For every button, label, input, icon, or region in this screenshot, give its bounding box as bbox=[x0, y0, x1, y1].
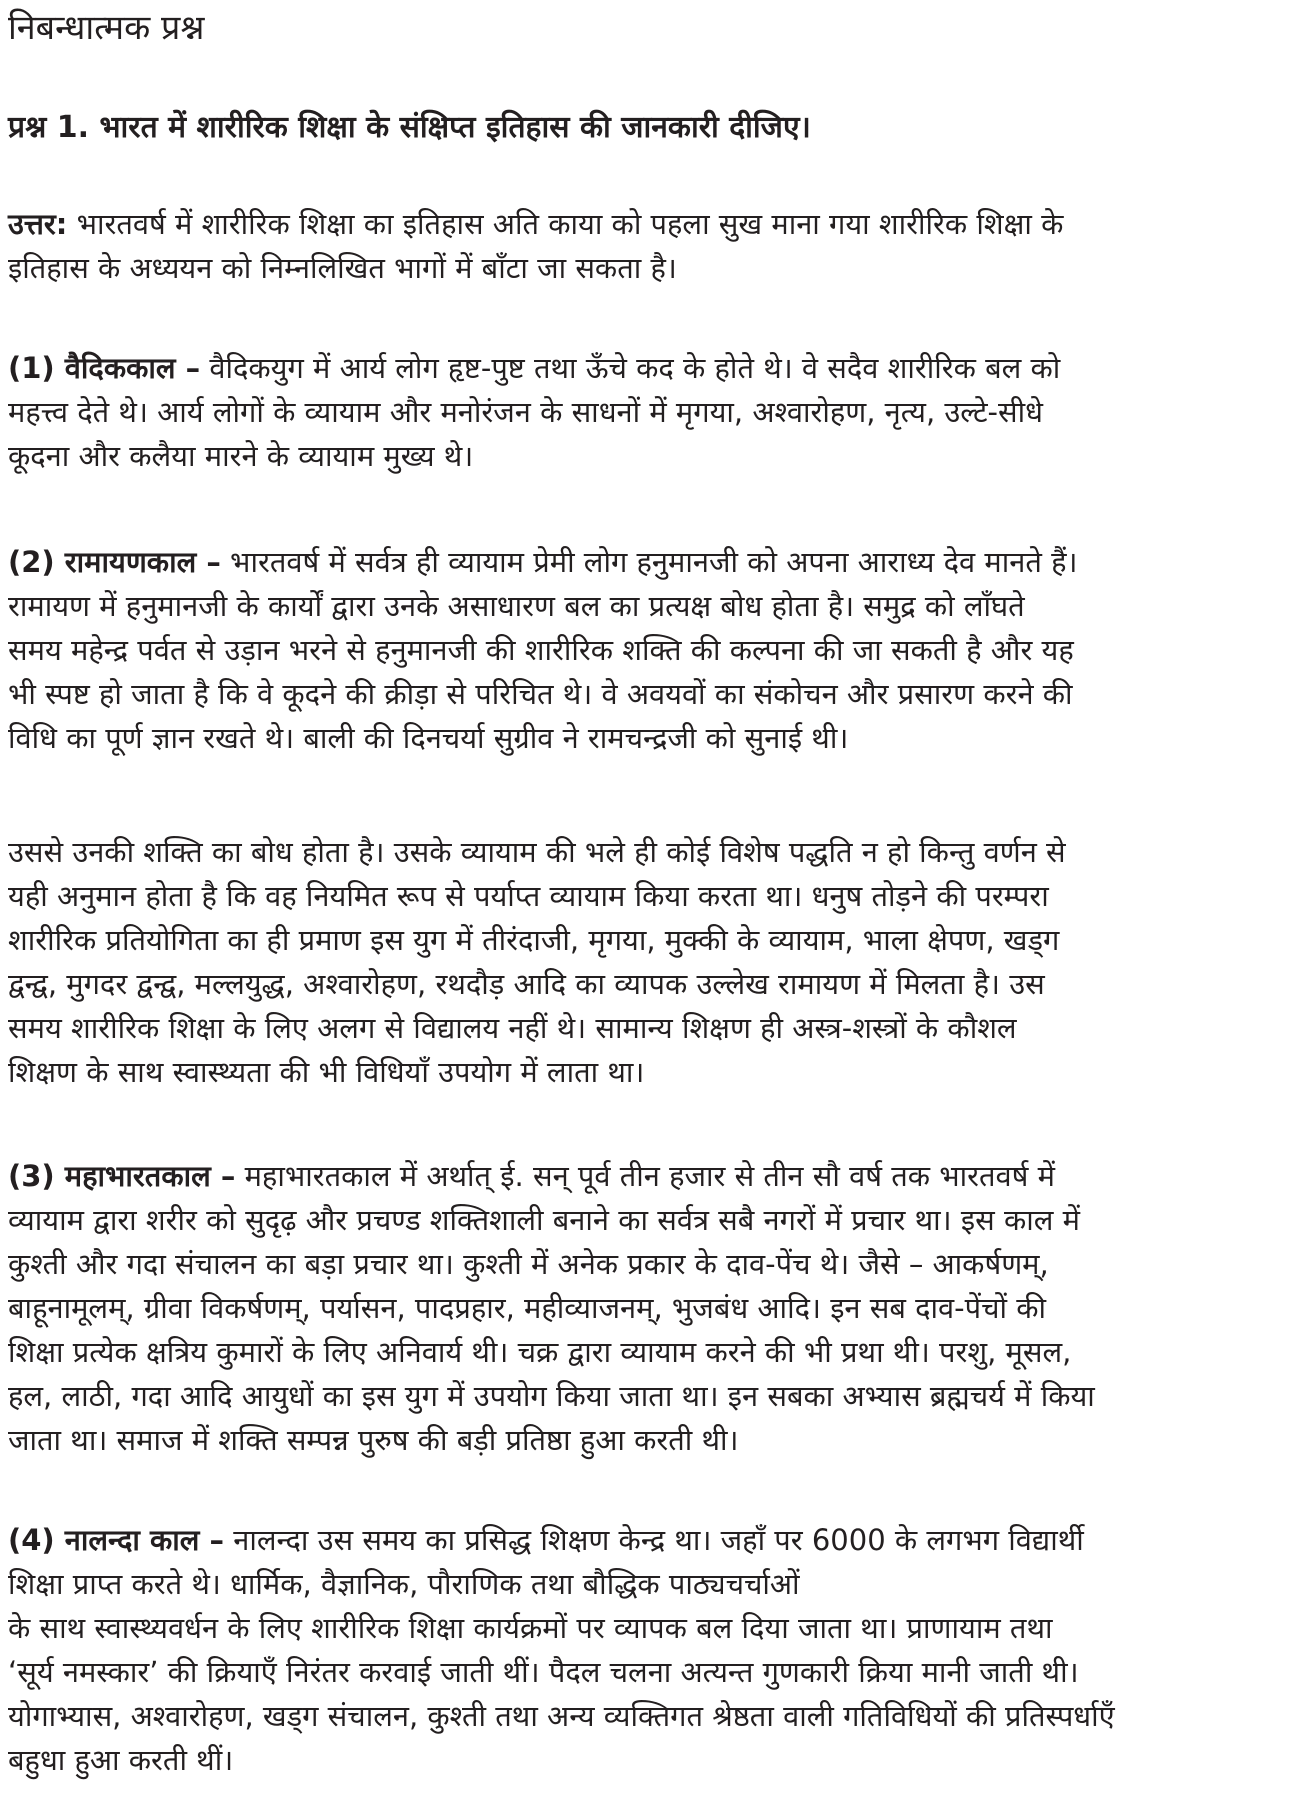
section-line: यही अनुमान होता है कि वह नियमित रूप से पर्याप्त व्यायाम किया करता था। धनुष तोड़ने की परम्परा bbox=[8, 879, 1049, 913]
section-text: महाभारतकाल में अर्थात् ई. सन् पूर्व तीन हजार से तीन सौ वर्ष तक भारतवर्ष में bbox=[235, 1159, 1055, 1193]
section-line: विधि का पूर्ण ज्ञान रखते थे। बाली की दिनचर्या सुग्रीव ने रामचन्द्रजी को सुनाई थी। bbox=[8, 721, 849, 755]
answer-paragraph bbox=[8, 202, 1300, 290]
section-line: समय महेन्द्र पर्वत से उड़ान भरने से हनुमानजी की शारीरिक शक्ति की कल्पना की जा सकती है और यह bbox=[8, 633, 1074, 667]
section-label: (4) नालन्दा काल – bbox=[8, 1523, 225, 1557]
section-line: कूदना और कलैया मारने के व्यायाम मुख्य थे। bbox=[8, 439, 474, 473]
section-ramayana-period bbox=[8, 540, 1300, 760]
section-nalanda-period bbox=[8, 1518, 1300, 1782]
section-line bbox=[8, 540, 1300, 584]
section-text: भारतवर्ष में सर्वत्र ही व्यायाम प्रेमी लोग हनुमानजी को अपना आराध्य देव मानते हैं। bbox=[220, 545, 1078, 579]
answer-line: इतिहास के अध्ययन को निम्नलिखित भागों में बाँटा जा सकता है। bbox=[8, 251, 677, 285]
section-mahabharata-period bbox=[8, 1154, 1300, 1462]
section-line: द्वन्द्व, मुगदर द्वन्द्व, मल्लयुद्ध, अश्वारोहण, रथदौड़ आदि का व्यापक उल्लेख रामायण में मिलता है। उस bbox=[8, 967, 1045, 1001]
section-line: बाहूनामूलम्, ग्रीवा विकर्षणम्, पर्यासन, पादप्रहार, महीव्याजनम्, भुजबंध आदि। इन सब दाव-पेंचों की bbox=[8, 1291, 1047, 1325]
section-line: के साथ स्वास्थ्यवर्धन के लिए शारीरिक शिक्षा कार्यक्रमों पर व्यापक बल दिया जाता था। प्राणायाम तथा bbox=[8, 1611, 1053, 1645]
section-line: हल, लाठी, गदा आदि आयुधों का इस युग में उपयोग किया जाता था। इन सबका अभ्यास ब्रह्मचर्य में किया bbox=[8, 1379, 1095, 1413]
document-page bbox=[8, 0, 1300, 1782]
section-line bbox=[8, 1154, 1300, 1198]
section-line: रामायण में हनुमानजी के कार्यों द्वारा उनके असाधारण बल का प्रत्यक्ष बोध होता है। समुद्र को लाँघते bbox=[8, 589, 1025, 623]
section-vedic-period bbox=[8, 346, 1300, 478]
section-line: उससे उनकी शक्ति का बोध होता है। उसके व्यायाम की भले ही कोई विशेष पद्धति न हो किन्तु वर्णन से bbox=[8, 835, 1066, 869]
section-text: नालन्दा उस समय का प्रसिद्ध शिक्षण केन्द्र था। जहाँ पर 6000 के लगभग विद्यार्थी bbox=[224, 1523, 1084, 1557]
section-label: (1) वैदिककाल – bbox=[8, 351, 201, 385]
section-line: योगाभ्यास, अश्वारोहण, खड्ग संचालन, कुश्ती तथा अन्य व्यक्तिगत श्रेष्ठता वाली गतिविधियों की प्रतिस्पर्धाएँ bbox=[8, 1699, 1115, 1733]
section-line: व्यायाम द्वारा शरीर को सुदृढ़ और प्रचण्ड शक्तिशाली बनाने का सर्वत्र सबै नगरों में प्रचार था। इस काल में bbox=[8, 1203, 1080, 1237]
section-line: शिक्षण के साथ स्वास्थ्यता की भी विधियाँ उपयोग में लाता था। bbox=[8, 1055, 645, 1089]
section-line: शिक्षा प्राप्त करते थे। धार्मिक, वैज्ञानिक, पौराणिक तथा बौद्धिक पाठ्यचर्चाओं bbox=[8, 1567, 800, 1601]
answer-label: उत्तर: bbox=[8, 207, 68, 241]
section-line: कुश्ती और गदा संचालन का बड़ा प्रचार था। कुश्ती में अनेक प्रकार के दाव-पेंच थे। जैसे – आकर्षणम्, bbox=[8, 1247, 1049, 1281]
section-line: ‘सूर्य नमस्कार’ की क्रियाएँ निरंतर करवाई जाती थीं। पैदल चलना अत्यन्त गुणकारी क्रिया मानी जाती थी। bbox=[8, 1655, 1079, 1689]
section-line bbox=[8, 346, 1300, 390]
section-ramayana-continued bbox=[8, 830, 1300, 1094]
section-line: शारीरिक प्रतियोगिता का ही प्रमाण इस युग में तीरंदाजी, मृगया, मुक्की के व्यायाम, भाला क्षेपण, खड्ग bbox=[8, 923, 1060, 957]
answer-line bbox=[8, 202, 1300, 246]
section-line: भी स्पष्ट हो जाता है कि वे कूदने की क्रीड़ा से परिचित थे। वे अवयवों का संकोचन और प्रसारण करने की bbox=[8, 677, 1073, 711]
section-line bbox=[8, 1518, 1300, 1562]
section-line: समय शारीरिक शिक्षा के लिए अलग से विद्यालय नहीं थे। सामान्य शिक्षण ही अस्त्र-शस्त्रों के कौशल bbox=[8, 1011, 1017, 1045]
section-line: जाता था। समाज में शक्ति सम्पन्न पुरुष की बड़ी प्रतिष्ठा हुआ करती थी। bbox=[8, 1423, 739, 1457]
section-line: शिक्षा प्रत्येक क्षत्रिय कुमारों के लिए अनिवार्य थी। चक्र द्वारा व्यायाम करने की भी प्रथा थी। परशु, मूसल, bbox=[8, 1335, 1072, 1369]
section-line: बहुधा हुआ करती थीं। bbox=[8, 1743, 234, 1777]
section-text: वैदिकयुग में आर्य लोग हृष्ट-पुष्ट तथा ऊँचे कद के होते थे। वे सदैव शारीरिक बल को bbox=[200, 351, 1061, 385]
answer-text: भारतवर्ष में शारीरिक शिक्षा का इतिहास अति काया को पहला सुख माना गया शारीरिक शिक्षा के bbox=[67, 207, 1064, 241]
section-label: (2) रामायणकाल – bbox=[8, 545, 221, 579]
page-heading: निबन्धात्मक प्रश्न bbox=[8, 8, 205, 48]
question-text: प्रश्न 1. भारत में शारीरिक शिक्षा के संक्षिप्त इतिहास की जानकारी दीजिए। bbox=[8, 110, 811, 145]
section-line: महत्त्व देते थे। आर्य लोगों के व्यायाम और मनोरंजन के साधनों में मृगया, अश्वारोहण, नृत्य, उल्टे-सीधे bbox=[8, 395, 1043, 429]
section-label: (3) महाभारतकाल – bbox=[8, 1159, 236, 1193]
